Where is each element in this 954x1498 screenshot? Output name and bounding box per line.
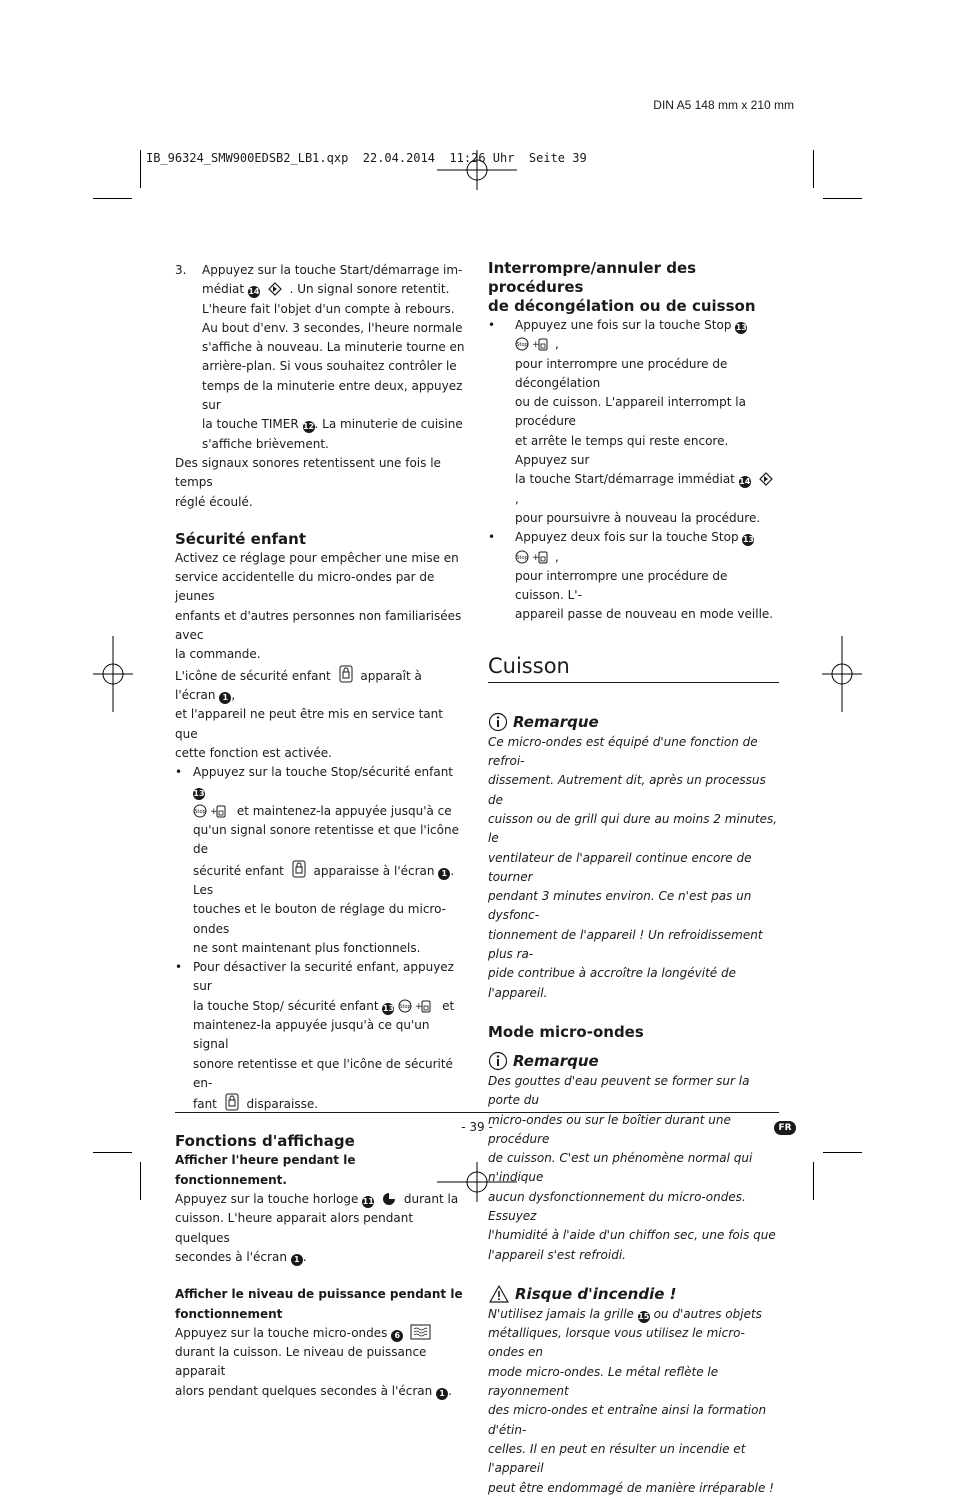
microwave-icon [407,1324,433,1340]
text-line: celles. Il en peut en résulter un incendie et l'appareil [488,1441,746,1476]
text-line: N'utilisez jamais la grille 15 ou d'autres objets [488,1306,762,1321]
text-line: métalliques, lorsque vous utilisez le micro-ondes en [488,1326,745,1360]
text-line: ou de cuisson. L'appareil interrompt la procédure [515,395,746,429]
svg-text:+: + [532,552,540,563]
clock-icon [378,1192,400,1206]
text-line: micro-ondes ou sur le boîtier durant une procédure [488,1112,731,1146]
crop-mark [140,1162,141,1200]
file-slug: IB_96324_SMW900EDSB2_LB1.qxp 22.04.2014 11:26 Uhr Seite 39 [146,151,587,165]
crop-mark [823,1152,862,1153]
step-number: 3. [175,263,187,277]
note-heading: Remarque [488,711,779,733]
text-line: arrière-plan. Si vous souhaitez contrôler le [202,359,457,374]
warning-body [488,1305,779,1498]
text-line: l'appareil s'est refroidi. [488,1247,626,1262]
lock-icon [221,1093,243,1111]
ref-number: 12 [302,422,315,432]
registration-mark-right-icon [822,636,862,712]
crop-mark [813,150,814,188]
text-line: médiat 14 . Un signal sonore retentit. [202,282,450,297]
text-line: aucun dysfonctionnement du micro-ondes. Essuyez [488,1189,746,1223]
text-line: Des signaux sonores retentissent une fois le temps [175,455,441,490]
ref-number: 13 [735,323,747,332]
text-line: pour interrompre une procédure de décongélation [515,356,728,390]
text-line: et arrête le temps qui reste encore. Appuyez sur [515,433,729,468]
subheading: fonctionnement [175,1306,283,1321]
text-line: appareil passe de nouveau en mode veille. [515,607,774,622]
start-icon [755,472,777,486]
text-line: maintenez-la appuyée jusqu'à ce qu'un signal [193,1017,430,1052]
text-line: et l'appareil ne peut être mis en service tant que [175,707,443,741]
text-line: peut être endommagé de manière irréparable ! [488,1480,774,1495]
info-icon [488,712,508,732]
svg-text:Stop: Stop [516,342,528,349]
note-body [488,1072,779,1265]
text-line: la touche Stop/ sécurité enfant 13 Stop + et [193,998,455,1013]
left-column [175,261,465,1401]
text-line: cette fonction est activée. [175,745,332,760]
ref-number: 1 [219,692,231,704]
note-body [488,733,779,1003]
text-line: Des gouttes d'eau peuvent se former sur la porte du [488,1073,750,1108]
svg-text:Stop: Stop [194,808,206,815]
list-item: • Pour désactiver la securité enfant, appuyez sur la touche Stop/ sécurité enfant 13 Stop + et maintenez-la appuyée jusqu'à ce qu'un signal sonore retentisse et que l'icône de sécurité en- fant disparaisse. [175,958,465,1114]
text-line: Appuyez sur la touche Start/démarrage im- [202,263,463,277]
text-line: service accidentelle du micro-ondes par de jeunes [175,570,435,604]
stop-lock-icon [398,999,438,1013]
list-item: • Appuyez deux fois sur la touche Stop 13 Stop + , pour interrompre une procédure de cuisson. L'- appareil passe de nouveau en mode veille. [488,528,779,624]
text-line: cuisson. L'heure apparait alors pendant quelques [175,1211,414,1245]
crop-mark [813,1162,814,1200]
text-line: temps de la minuterie entre deux, appuyez sur [202,378,463,413]
text-line: pour interrompre une procédure de cuisson. L'- [515,568,728,603]
text-line: des micro-ondes et entraîne ainsi la formation d'étin- [488,1403,767,1437]
note-heading: Remarque [488,1050,779,1072]
text-line: Appuyez sur la touche Stop/sécurité enfant 13 [193,765,454,799]
page-number: - 39 - [461,1120,493,1134]
warning-heading: Risque d'incendie ! [488,1283,779,1305]
text-line: durant la cuisson. Le niveau de puissance apparait [175,1345,427,1379]
text-line: ne sont maintenant plus fonctionnels. [193,940,421,955]
text-line: Ce micro-ondes est équipé d'une fonction de refroi- [488,734,758,769]
ref-number: 1 [438,868,450,880]
text-line: mode micro-ondes. Le métal reflète le rayonnement [488,1364,719,1399]
ref-number: 6 [391,1330,403,1342]
text-line: s'affiche brièvement. [202,436,329,451]
ref-number: 1 [436,1388,448,1400]
registration-mark-left-icon [93,636,133,712]
text-line: enfants et d'autres personnes non familiarisées avec [175,608,462,643]
svg-text:+: + [210,806,218,817]
list-item: • Appuyez sur la touche Stop/sécurité enfant 13 Stop + et maintenez-la appuyée jusqu'à ce qu'un signal sonore retentisse et que l'icône de sécurité enfant apparaisse à l'écran 1 . Les touches et le bouton de réglage du micro-ondes ne sont maintenant plus fonctionnels. [175,763,465,958]
text-line: pour poursuivre à nouveau la procédure. [515,510,761,525]
svg-text:+: + [532,340,540,351]
text-line: touches et le bouton de réglage du micro-ondes [193,902,446,936]
text-line: L'icône de sécurité enfant apparaît à l'écran 1 , [175,665,465,706]
ref-number: 15 [638,1311,650,1321]
section-title-mode: Mode micro-ondes [488,1022,644,1041]
text-line: Appuyez une fois sur la touche Stop 13 Stop + , [515,318,747,352]
text-line: Stop + et maintenez-la appuyée jusqu'à ce [194,803,452,818]
section-title-interrompre-2: de décongélation ou de cuisson [488,297,756,315]
subheading: Afficher l'heure pendant le fonctionnement. [175,1153,356,1187]
list-item: • Appuyez une fois sur la touche Stop 13 Stop + , pour interrompre une procédure de décongélation ou de cuisson. L'appareil interrompt la procédure et arrête le temps qui reste encore. Appuyez sur la touche Start/démarrage immédiat 14 , pour poursuivre à nouveau la procédure. [488,316,779,528]
text-line: la commande. [175,647,261,662]
text-line: Pour désactiver la securité enfant, appuyez sur [193,960,454,994]
stop-lock-icon [193,804,233,818]
text-line: tionnement de l'appareil ! Un refroidissement plus ra- [488,927,763,962]
warning-icon [488,1284,510,1304]
text-line: sonore retentisse et que l'icône de sécurité en- [193,1056,453,1090]
text-line: Activez ce réglage pour empêcher une mise en [175,550,459,565]
ref-number: 13 [193,789,205,799]
text-line: fant disparaisse. [193,1093,465,1114]
text-line: la touche Start/démarrage immédiat 14 , [515,470,779,509]
text-line: réglé écoulé. [175,494,253,509]
ref-number: 13 [742,535,754,545]
svg-text:+: + [415,1001,423,1012]
section-title-securite: Sécurité enfant [175,529,307,548]
text-line: ventilateur de l'appareil continue encore de tourner [488,850,752,884]
section-title-affichage: Fonctions d'affichage [175,1132,355,1151]
ref-number: 1 [291,1254,303,1266]
ref-number: 14 [739,477,751,487]
info-icon [488,1051,508,1071]
text-line: la touche TIMER 12. La minuterie de cuisine [202,417,463,432]
text-line: cuisson ou de grill qui dure au moins 2 minutes, le [488,811,778,846]
step-3 [175,261,465,454]
crop-mark [140,150,141,188]
lock-icon [335,665,357,683]
stop-lock-icon [515,337,555,351]
subheading: Afficher le niveau de puissance pendant le [175,1287,463,1302]
text-line: sécurité enfant apparaisse à l'écran 1 . Les [193,860,465,901]
text-line: secondes à l'écran 1 . [175,1249,307,1264]
start-icon [264,282,286,296]
lock-icon [288,860,310,878]
footer-rule [175,1112,779,1113]
text-line: alors pendant quelques secondes à l'écran 1 . [175,1383,452,1398]
text-line: Au bout d'env. 3 secondes, l'heure normale [202,320,463,335]
chapter-title-cuisson: Cuisson [488,653,779,683]
text-line: pendant 3 minutes environ. Ce n'est pas un dysfonc- [488,889,752,923]
ref-number: 11 [362,1197,374,1207]
text-line: dissement. Autrement dit, après un processus de [488,773,766,807]
text-line: pide contribue à accroître la longévité de l'appareil. [488,966,736,1000]
section-title-interrompre: Interrompre/annuler des procédures [488,259,697,296]
svg-text:Stop: Stop [516,554,528,561]
svg-text:Stop: Stop [399,1003,411,1010]
text-line: L'heure fait l'objet d'un compte à rebours. [202,301,455,316]
text-line: de cuisson. C'est un phénomène normal qui n'indique [488,1151,753,1185]
text-line: Appuyez sur la touche micro-ondes 6 [175,1324,465,1343]
text-line: s'affiche à nouveau. La minuterie tourne en [202,340,465,355]
text-line: Appuyez sur la touche horloge 11 durant la [175,1192,459,1207]
ref-number: 14 [248,287,260,297]
stop-lock-icon [515,550,555,564]
right-column [488,259,779,1498]
text-line: Appuyez deux fois sur la touche Stop 13 Stop + , [515,530,754,564]
crop-mark [93,1152,132,1153]
text-line: l'humidité à l'aide d'un chiffon sec, une fois que [488,1228,776,1243]
format-label: DIN A5 148 mm x 210 mm [653,98,794,112]
crop-mark [93,198,132,199]
text-line: qu'un signal sonore retentisse et que l'icône de [193,823,459,857]
step-text [202,261,465,454]
ref-number: 13 [382,1003,394,1013]
crop-mark [823,198,862,199]
language-badge: FR [774,1121,796,1135]
